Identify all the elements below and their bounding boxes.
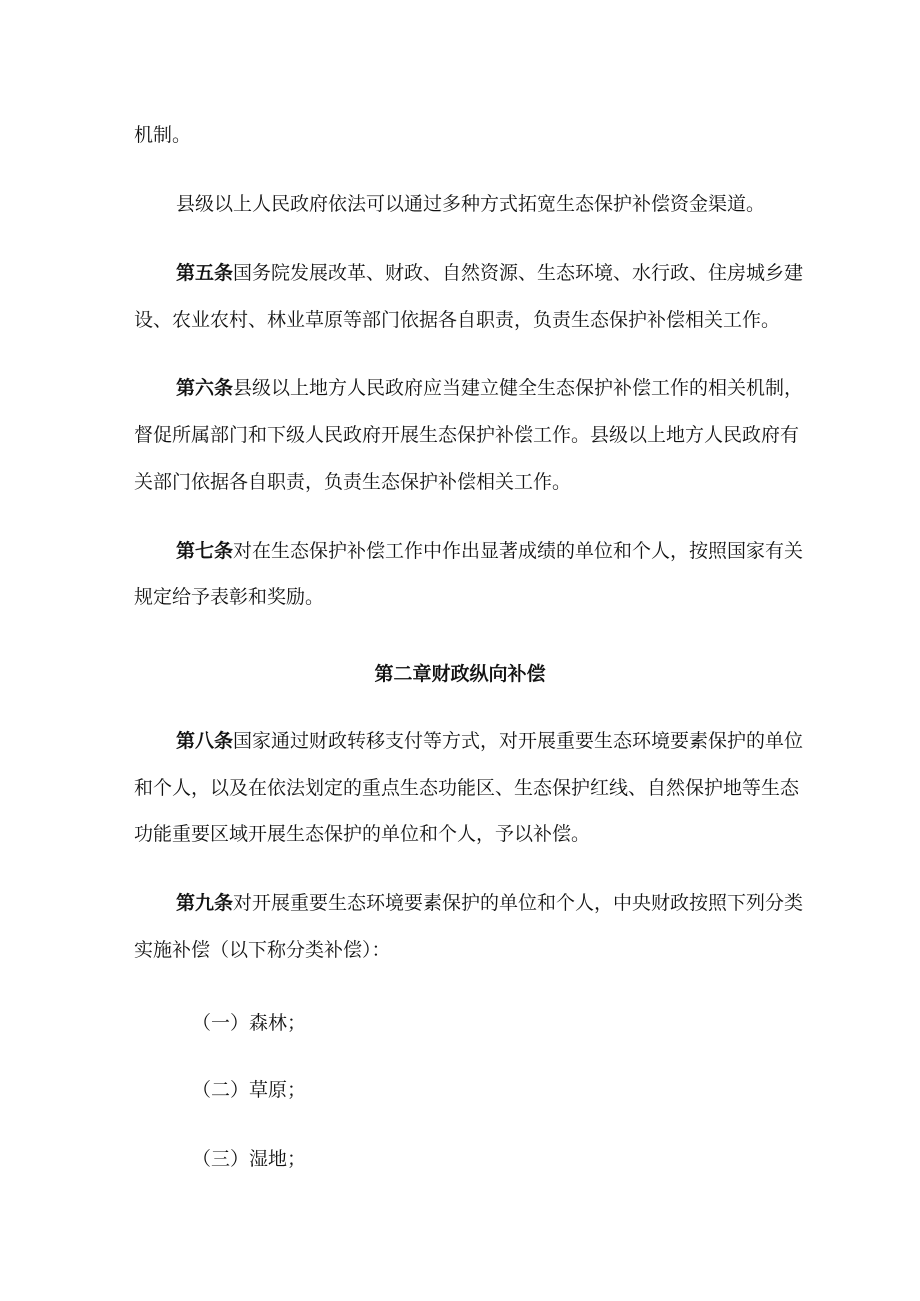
line-text: 国家通过财政转移支付等方式，对开展重要生态环境要素保护的单位 [233,730,804,752]
article-label: 第六条 [176,377,234,399]
list-item-text: （一）森林； [192,1012,307,1034]
text-line [0,121,920,149]
article-6 [0,374,920,402]
article-label: 第七条 [176,540,234,562]
text-line [0,583,920,611]
article-label: 第九条 [176,892,234,914]
line-text: 国务院发展改革、财政、自然资源、生态环境、水行政、住房城乡建 [233,262,804,284]
list-item [0,1009,920,1037]
text-line [0,306,920,334]
chapter-title [0,660,920,688]
paragraph-line [0,190,920,218]
list-item-text: （二）草原； [192,1079,307,1101]
line-text: 对在生态保护补偿工作中作出显著成绩的单位和个人，按照国家有关 [233,540,804,562]
text-line [0,774,920,802]
chapter-title-text: 第二章财政纵向补偿 [374,663,546,685]
text-line [0,820,920,848]
text-line [0,468,920,496]
line-text: 县级以上地方人民政府应当建立健全生态保护补偿工作的相关机制， [233,377,804,399]
line-text: 机制。 [134,124,192,146]
list-item [0,1076,920,1104]
article-label: 第八条 [176,730,234,752]
list-item [0,1145,920,1173]
text-line [0,936,920,964]
line-text: 对开展重要生态环境要素保护的单位和个人，中央财政按照下列分类 [233,892,804,914]
article-9 [0,889,920,917]
line-text: 规定给予表彰和奖励。 [134,586,325,608]
line-text: 关部门依据各自职责，负责生态保护补偿相关工作。 [134,471,572,493]
line-text: 和个人，以及在依法划定的重点生态功能区、生态保护红线、自然保护地等生态 [134,777,800,799]
article-8 [0,727,920,755]
line-text: 功能重要区域开展生态保护的单位和个人，予以补偿。 [134,823,591,845]
article-5 [0,259,920,287]
line-text: 县级以上人民政府依法可以通过多种方式拓宽生态保护补偿资金渠道。 [176,193,766,215]
article-label: 第五条 [176,262,234,284]
line-text: 设、农业农村、林业草原等部门依据各自职责，负责生态保护补偿相关工作。 [134,309,781,331]
article-7 [0,537,920,565]
line-text: 督促所属部门和下级人民政府开展生态保护补偿工作。县级以上地方人民政府有 [134,424,800,446]
line-text: 实施补偿（以下称分类补偿）： [134,939,391,961]
text-line [0,421,920,449]
list-item-text: （三）湿地； [192,1148,307,1170]
